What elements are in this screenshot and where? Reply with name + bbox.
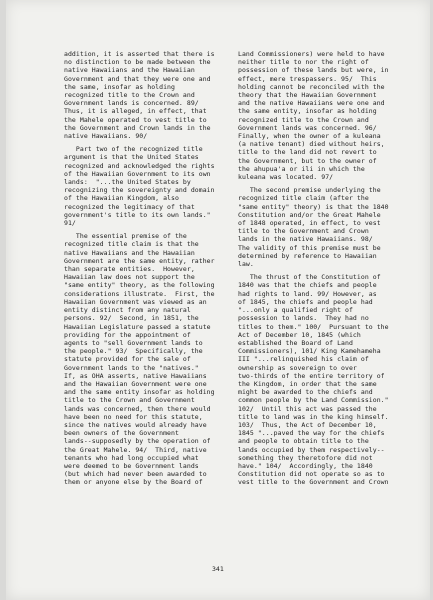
text-line: common people by the Land Commission." xyxy=(238,396,389,405)
text-line: Government lands to the "natives." xyxy=(64,363,199,372)
text-line: "same entity" theory) is that the 1840 xyxy=(238,202,389,211)
text-line: addition, it is asserted that there is xyxy=(64,50,215,58)
text-line: and the Hawaiian Government were one xyxy=(64,379,207,388)
text-line: lands was concerned, then there would xyxy=(64,404,211,413)
text-line: the Mahele operated to vest title to xyxy=(64,115,207,124)
text-line: established the Board of Land xyxy=(238,338,353,347)
text-line: lands occupied by them respectively-- xyxy=(238,445,385,454)
text-line: III "...relinquished his claim of xyxy=(238,355,369,364)
text-line: The second premise underlying the xyxy=(238,186,381,195)
text-line: argument is that the United States xyxy=(64,153,199,162)
text-line: Hawaiian Legislature passed a statute xyxy=(64,322,211,331)
text-line: Finally, when the owner of a kuleana xyxy=(238,132,381,141)
text-line: the Kingdom, in order that the same xyxy=(238,379,377,388)
text-line: 102/ Until this act was passed the xyxy=(238,404,377,413)
text-line: had rights to land. 99/ However, as xyxy=(238,289,377,298)
text-line: have been no need for this statute, xyxy=(64,412,203,421)
text-line: Government and that they were one and xyxy=(64,74,211,83)
text-line: 91/ xyxy=(64,219,76,228)
text-line: effect, mere trespassers. 95/ This xyxy=(238,74,377,83)
text-line: Constitution did not operate so as to xyxy=(238,470,385,479)
text-line: determined by reference to Hawaiian xyxy=(238,251,377,260)
text-line: possession of these lands but were, in xyxy=(238,66,389,75)
text-line: of 1848 operated, in effect, to vest xyxy=(238,219,381,228)
text-line: might be awarded to the chiefs and xyxy=(238,388,373,397)
text-line: recognized title to the Crown and xyxy=(238,115,369,124)
text-line: statute provided for the sale of xyxy=(64,355,191,364)
text-line: The thrust of the Constitution of xyxy=(238,273,381,282)
text-line: Part two of the recognized title xyxy=(64,145,203,154)
text-line: than separate entities. However, xyxy=(64,265,195,274)
text-line: since the natives would already have xyxy=(64,420,207,429)
text-line: and the native Hawaiians were one and xyxy=(238,99,385,108)
text-line: agents to "sell Government lands to xyxy=(64,338,203,347)
text-line: them or anyone else by the Board of xyxy=(64,478,203,487)
text-line: and the same entity insofar as holding xyxy=(64,388,215,397)
text-line: Constitution and/or the Great Mahele xyxy=(238,210,381,219)
text-line: been owners of the Government xyxy=(64,429,179,438)
text-line: native Hawaiians and the Hawaiian xyxy=(64,66,195,75)
paragraph-constitution-1840 xyxy=(238,273,418,486)
text-line: of the Hawaiian Kingdom, also xyxy=(64,194,179,203)
text-line: the Great Mahele. 94/ Third, native xyxy=(64,445,207,454)
text-line: no distinction to be made between the xyxy=(64,58,211,67)
text-line: law. xyxy=(238,260,254,269)
text-line: If, as OHA asserts, native Hawaiians xyxy=(64,371,207,380)
text-line: vest title to the Government and Crown xyxy=(238,478,389,487)
text-line: The validity of this premise must be xyxy=(238,243,381,252)
text-line: the same entity, insofar as holding xyxy=(238,107,377,116)
page-number: 341 xyxy=(212,565,224,573)
text-line: native Hawaiians. 90/ xyxy=(64,132,148,141)
text-line: recognized title to the Crown and xyxy=(64,91,195,100)
text-line: holding cannot be reconciled with the xyxy=(238,82,385,91)
text-line: Land Commissioners) were held to have xyxy=(238,50,385,58)
text-line: have." 104/ Accordingly, the 1840 xyxy=(238,461,373,470)
text-line: persons. 92/ Second, in 1851, the xyxy=(64,314,199,323)
text-line: theory that the Hawaiian Government xyxy=(238,91,377,100)
text-line: recognized the legitimacy of that xyxy=(64,202,195,211)
text-line: the same, insofar as holding xyxy=(64,82,175,91)
text-line: (but which had never been awarded to xyxy=(64,470,207,479)
text-line: two-thirds of the entire territory of xyxy=(238,371,385,380)
text-line: recognized title claim is that the xyxy=(64,240,199,249)
right-column xyxy=(238,50,418,487)
text-line: Hawaiian Government was viewed as an xyxy=(64,297,207,306)
text-line: ownership as sovereign to over xyxy=(238,363,357,372)
text-line: were deemed to be Government lands xyxy=(64,461,199,470)
text-line: titles to them." 100/ Pursuant to the xyxy=(238,322,389,331)
text-line: recognizing the sovereignty and domain xyxy=(64,186,215,195)
text-line: Government lands is concerned. 89/ xyxy=(64,99,199,108)
text-line: the Government, but to the owner of xyxy=(238,156,377,165)
text-line: government's title to its own lands." xyxy=(64,210,211,219)
text-line: of the Hawaiian Government to its own xyxy=(64,169,211,178)
paragraph-second-premise xyxy=(238,186,418,268)
text-line: title to the Crown and Government xyxy=(64,396,195,405)
paragraph-essential-premise xyxy=(64,232,244,486)
text-line: possession to lands. They had no xyxy=(238,314,369,323)
text-line: native Hawaiians and the Hawaiian xyxy=(64,248,195,257)
text-line: the people." 93/ Specifically, the xyxy=(64,347,203,356)
text-line: the Government and Crown lands in the xyxy=(64,123,211,132)
text-line: "same entity" theory, as the following xyxy=(64,281,215,290)
paragraph-trespassers xyxy=(238,50,418,181)
text-line: lands in the native Hawaiians. 98/ xyxy=(238,235,373,244)
text-line: Hawaiian law does not support the xyxy=(64,273,195,282)
text-line: kuleana was located. 97/ xyxy=(238,173,334,182)
text-line: Government are the same entity, rather xyxy=(64,256,215,265)
text-line: "...only a qualified right of xyxy=(238,306,353,315)
text-line: title to the land did not revert to xyxy=(238,148,377,157)
text-line: The essential premise of the xyxy=(64,232,187,241)
text-line: lands--supposedly by the operation of xyxy=(64,437,211,446)
text-line: entity distinct from any natural xyxy=(64,306,191,315)
text-line: recognized and acknowledged the rights xyxy=(64,161,215,170)
text-line: Government lands was concerned. 96/ xyxy=(238,123,377,132)
paragraph-recognized-title-intro xyxy=(64,50,244,140)
text-line: and people to obtain title to the xyxy=(238,437,369,446)
document-page xyxy=(6,0,430,600)
text-line: providing for the appointment of xyxy=(64,330,191,339)
text-line: 1840 was that the chiefs and people xyxy=(238,281,377,290)
text-line: title to the Government and Crown xyxy=(238,227,369,236)
text-line: considerations illustrate. First, the xyxy=(64,289,215,298)
text-line: (a native tenant) died without heirs, xyxy=(238,140,385,149)
text-line: 103/ Thus, the Act of December 10, xyxy=(238,420,377,429)
text-line: Commissioners), 101/ King Kamehameha xyxy=(238,347,381,356)
text-line: neither title to nor the right of xyxy=(238,58,369,67)
text-line: title to land was in the king himself. xyxy=(238,412,389,421)
text-line: recognized title claim (after the xyxy=(238,194,369,203)
paragraph-part-two xyxy=(64,145,244,227)
text-line: lands: "...the United States by xyxy=(64,178,191,187)
text-line: Thus, it is alleged, in effect, that xyxy=(64,107,207,116)
left-column xyxy=(64,50,244,487)
text-line: of 1845, the chiefs and people had xyxy=(238,297,373,306)
text-line: something they theretofore did not xyxy=(238,453,373,462)
text-line: the ahupua'a or ili in which the xyxy=(238,164,365,173)
text-line: tenants who had long occupied what xyxy=(64,453,199,462)
text-line: Act of December 10, 1845 (which xyxy=(238,330,361,339)
text-line: 1845 "...paved the way for the chiefs xyxy=(238,429,385,438)
